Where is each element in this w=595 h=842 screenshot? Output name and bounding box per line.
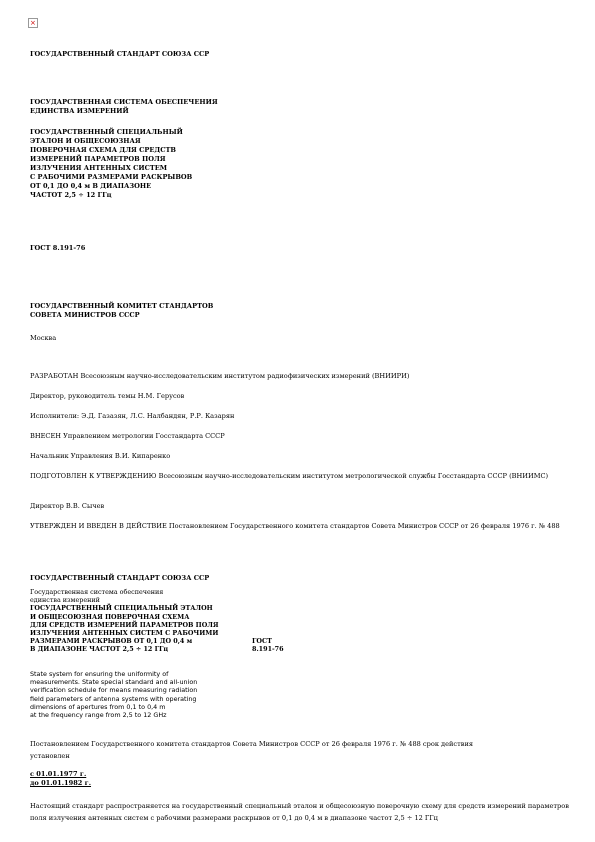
- gost-label: ГОСТ: [252, 637, 272, 646]
- document-title: [30, 128, 192, 200]
- developed-by: РАЗРАБОТАН Всесоюзным научно-исследовательским институтом радиофизических измерений (ВНИИРИ): [30, 372, 410, 380]
- standard-header-2: ГОСУДАРСТВЕННЫЙ СТАНДАРТ СОЮЗА ССР: [30, 574, 210, 582]
- director2-credit: Директор В.В. Сычев: [30, 502, 105, 510]
- valid-from-date[interactable]: с 01.01.1977 г.: [30, 770, 87, 778]
- english-title: [30, 670, 197, 719]
- approved-by: УТВЕРЖДЕН И ВВЕДЕН В ДЕЙСТВИЕ Постановлением Государственного комитета стандартов Совета Министров СССР от 26 февраля 1976 г. № 488: [30, 522, 560, 530]
- standard-header: ГОСУДАРСТВЕННЫЙ СТАНДАРТ СОЮЗА ССР: [30, 50, 210, 58]
- english-title-line: dimensions of apertures from 0,1 to 0,4 m: [30, 702, 166, 711]
- scope-text: Настоящий стандарт распространяется на государственный специальный эталон и общесоюзную поверочную схему для средств измерений параметров поля излучения антенных систем с рабочими размерами раскрывов от 0,1 до 0,4 м в диапазоне частот 2,5 ÷ 12 ГГц: [30, 802, 569, 822]
- english-title-line: measurements. State special standard and all-union: [30, 678, 198, 687]
- publication-city: Москва: [30, 334, 57, 342]
- title-line: ПОВЕРОЧНАЯ СХЕМА ДЛЯ СРЕДСТВ: [30, 146, 176, 154]
- system-title: [30, 98, 218, 116]
- title-line: ЭТАЛОН И ОБЩЕСОЮЗНАЯ: [30, 137, 141, 145]
- english-title-line: State system for ensuring the uniformity of: [30, 670, 169, 678]
- title-line: С РАБОЧИМИ РАЗМЕРАМИ РАСКРЫВОВ: [30, 173, 193, 181]
- committee-line: ГОСУДАРСТВЕННЫЙ КОМИТЕТ СТАНДАРТОВ: [30, 302, 214, 310]
- system-title-line: ГОСУДАРСТВЕННАЯ СИСТЕМА ОБЕСПЕЧЕНИЯ: [30, 98, 218, 106]
- committee-line: СОВЕТА МИНИСТРОВ СССР: [30, 311, 140, 319]
- title-block-line: ГОСУДАРСТВЕННЫЙ СПЕЦИАЛЬНЫЙ ЭТАЛОН: [30, 604, 213, 613]
- title-block-line: Государственная система обеспечения: [30, 588, 164, 596]
- committee-name: [30, 302, 213, 320]
- broken-image-icon: ×: [28, 18, 38, 28]
- title-line: ЧАСТОТ 2,5 ÷ 12 ГГц: [30, 191, 112, 199]
- prepared-by: ПОДГОТОВЛЕН К УТВЕРЖДЕНИЮ Всесоюзным научно-исследовательским институтом метрологической службы Госстандарта СССР (ВНИИМС): [30, 472, 549, 480]
- title-block-line: ИЗЛУЧЕНИЯ АНТЕННЫХ СИСТЕМ С РАБОЧИМИ: [30, 629, 219, 638]
- gost-number: ГОСТ 8.191-76: [30, 244, 86, 252]
- system-title-line: ЕДИНСТВА ИЗМЕРЕНИЙ: [30, 107, 129, 115]
- title-line: ИЗМЕРЕНИЙ ПАРАМЕТРОВ ПОЛЯ: [30, 155, 166, 163]
- english-title-line: at the frequency range from 2,5 to 12 GHz: [30, 711, 167, 720]
- title-block: [30, 588, 312, 654]
- gost-number-box: 8.191-76: [252, 645, 284, 654]
- title-block-line: единства измерений: [30, 596, 100, 605]
- decree-text: Постановлением Государственного комитета стандартов Совета Министров СССР от 26 февраля 1976 г. № 488 срок действия: [30, 740, 473, 748]
- title-line: ГОСУДАРСТВЕННЫЙ СПЕЦИАЛЬНЫЙ: [30, 128, 183, 136]
- established-text: установлен: [30, 752, 70, 760]
- head-credit: Начальник Управления В.И. Кипаренко: [30, 452, 171, 460]
- title-block-line: РАЗМЕРАМИ РАСКРЫВОВ ОТ 0,1 ДО 0,4 м: [30, 637, 193, 646]
- introduced-by: ВНЕСЕН Управлением метрологии Госстандарта СССР: [30, 432, 225, 440]
- executors-credit: Исполнители: Э.Д. Газазян, Л.С. Налбандян, Р.Р. Казарян: [30, 412, 235, 420]
- english-title-line: field parameters of antenna systems with operating: [30, 694, 197, 703]
- english-title-line: verification schedule for means measuring radiation: [30, 686, 198, 695]
- valid-to-date[interactable]: до 01.01.1982 г.: [30, 779, 92, 787]
- title-block-line: В ДИАПАЗОНЕ ЧАСТОТ 2,5 ÷ 12 ГГц: [30, 645, 169, 654]
- title-block-line: ДЛЯ СРЕДСТВ ИЗМЕРЕНИЙ ПАРАМЕТРОВ ПОЛЯ: [30, 620, 219, 629]
- title-line: ОТ 0,1 ДО 0,4 м В ДИАПАЗОНЕ: [30, 182, 152, 190]
- title-block-line: И ОБЩЕСОЮЗНАЯ ПОВЕРОЧНАЯ СХЕМА: [30, 612, 190, 621]
- title-line: ИЗЛУЧЕНИЯ АНТЕННЫХ СИСТЕМ: [30, 164, 168, 172]
- director-credit: Директор, руководитель темы Н.М. Герусов: [30, 392, 185, 400]
